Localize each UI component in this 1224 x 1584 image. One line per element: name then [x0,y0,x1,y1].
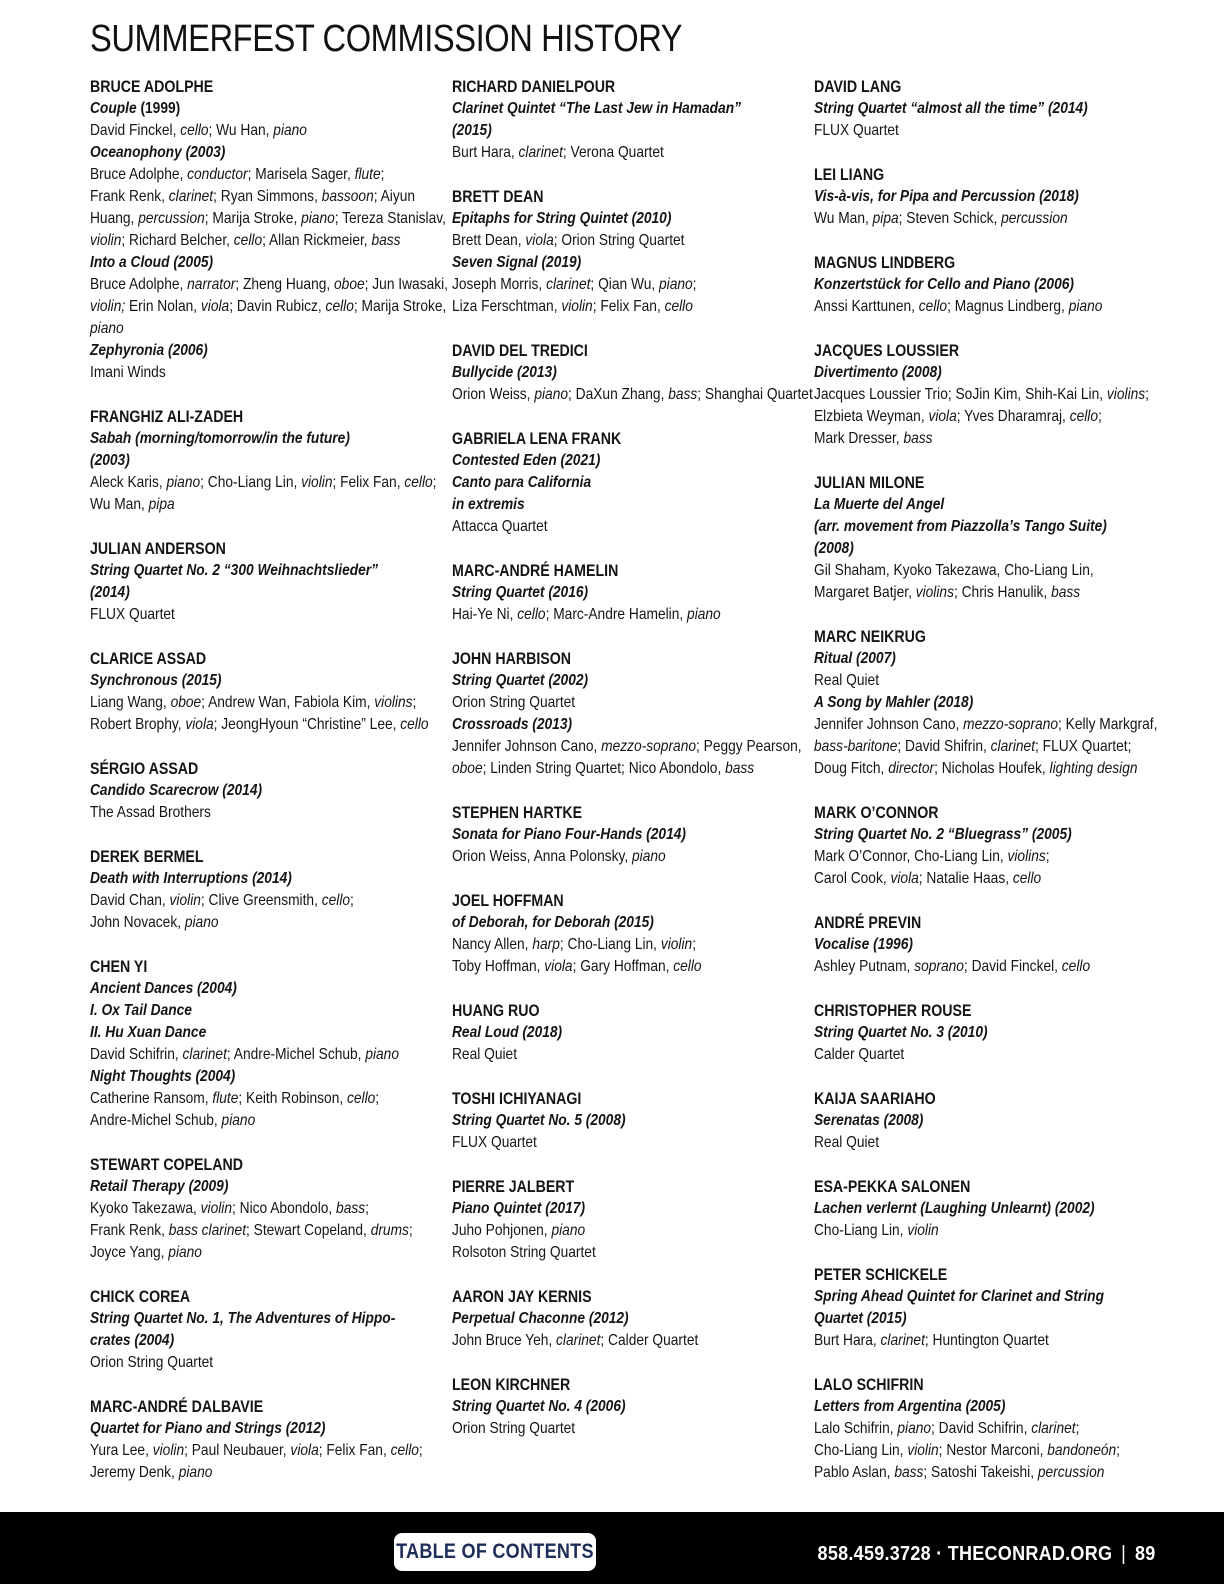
work-title: Candido Scarecrow (2014) [90,782,263,799]
work-title: Crossroads (2013) [452,716,573,733]
commission-entry [452,1176,796,1264]
performers: Joyce Yang, piano [90,1244,202,1261]
work-title: Sabah (morning/tomorrow/in the future) [90,430,350,447]
work-title: String Quartet No. 2 “Bluegrass” (2005) [814,826,1072,843]
composer-name: JULIAN MILONE [814,474,925,492]
performers: Margaret Batjer, violins; Chris Hanulik, bass [814,584,1081,601]
performers: Frank Renk, bass clarinet; Stewart Copeland, drums; [90,1222,413,1239]
performers: Bruce Adolphe, conductor; Marisela Sager, flute; [90,166,385,183]
work-title: in extremis [452,496,525,513]
work-title: Quartet for Piano and Strings (2012) [90,1420,326,1437]
performers: FLUX Quartet [814,122,899,139]
commission-entry [452,186,796,318]
footer-divider: | [1121,1543,1127,1565]
performers: Attacca Quartet [452,518,548,535]
commission-entry [814,1264,1158,1352]
composer-name: LEI LIANG [814,166,885,184]
commission-entry [90,76,449,384]
performers: Anssi Karttunen, cello; Magnus Lindberg, piano [814,298,1103,315]
commission-entry [452,648,802,780]
performers: David Chan, violin; Clive Greensmith, cello; [90,892,354,909]
work-title: String Quartet No. 3 (2010) [814,1024,988,1041]
performers: violin; Richard Belcher, cello; Allan Rickmeier, bass [90,232,401,249]
commission-entry [90,1286,434,1374]
performers: Calder Quartet [814,1046,905,1063]
commission-entry [90,406,437,516]
composer-name: MARC NEIKRUG [814,628,926,646]
performers: Jennifer Johnson Cano, mezzo-soprano; Peggy Pearson, [452,738,802,755]
performers: FLUX Quartet [90,606,175,623]
composer-name: TOSHI ICHIYANAGI [452,1090,582,1108]
work-title: I. Ox Tail Dance [90,1002,192,1019]
performers: The Assad Brothers [90,804,211,821]
footer-bar [0,1512,1224,1584]
performers: Bruce Adolphe, narrator; Zheng Huang, oboe; Jun Iwasaki, [90,276,449,293]
work-title: Into a Cloud (2005) [90,254,214,271]
performers: bass-baritone; David Shifrin, clarinet; FLUX Quartet; [814,738,1132,755]
composer-name: HUANG RUO [452,1002,540,1020]
performers: Joseph Morris, clarinet; Qian Wu, piano; [452,276,697,293]
composer-name: DEREK BERMEL [90,848,204,866]
work-title: Epitaphs for String Quintet (2010) [452,210,672,227]
column-3 [814,76,1159,1506]
composer-name: JACQUES LOUSSIER [814,342,960,360]
commission-entry [814,252,1158,318]
composer-name: RICHARD DANIELPOUR [452,78,616,96]
work-title: Contested Eden (2021) [452,452,601,469]
composer-name: JOHN HARBISON [452,650,572,668]
commission-entry [452,76,796,164]
composer-name: CHEN YI [90,958,148,976]
commission-entry [814,912,1158,978]
composer-name: DAVID LANG [814,78,902,96]
performers: Toby Hoffman, viola; Gary Hoffman, cello [452,958,702,975]
composer-name: CHICK COREA [90,1288,191,1306]
performers: Elzbieta Weyman, viola; Yves Dharamraj, cello; [814,408,1102,425]
work-title: Ritual (2007) [814,650,896,667]
footer-contact [818,1542,1156,1566]
work-title: String Quartet No. 2 “300 Weihnachtslieder” [90,562,379,579]
commission-entry [452,1286,796,1352]
work-title: Couple (1999) [90,100,181,117]
performers: violin; Erin Nolan, viola; Davin Rubicz, cello; Marija Stroke, [90,298,447,315]
commission-entry [452,1000,796,1066]
commission-entry [814,1088,1158,1154]
performers: Hai-Ye Ni, cello; Marc-Andre Hamelin, piano [452,606,721,623]
performers: Ashley Putnam, soprano; David Finckel, cello [814,958,1091,975]
performers: FLUX Quartet [452,1134,537,1151]
separator-dot: · [936,1543,943,1565]
commission-entry [452,890,796,978]
commission-entry [452,802,796,868]
performers: Real Quiet [452,1046,518,1063]
work-title: Canto para California [452,474,592,491]
performers: Real Quiet [814,672,880,689]
commission-entry [452,560,796,626]
work-title: (2014) [90,584,130,601]
performers: oboe; Linden String Quartet; Nico Abondolo, bass [452,760,755,777]
work-title: Piano Quintet (2017) [452,1200,586,1217]
composer-name: LEON KIRCHNER [452,1376,571,1394]
performers: Jacques Loussier Trio; SoJin Kim, Shih-Kai Lin, violins; [814,386,1149,403]
work-title: String Quartet No. 4 (2006) [452,1398,626,1415]
phone-number: 858.459.3728 [818,1543,932,1565]
composer-name: PIERRE JALBERT [452,1178,575,1196]
commission-entry [452,428,796,538]
commission-entry [90,538,434,626]
toc-label: TABLE OF CONTENTS [396,1540,594,1563]
commission-entry [452,1088,796,1154]
composer-name: SÉRGIO ASSAD [90,760,199,778]
work-title: Letters from Argentina (2005) [814,1398,1006,1415]
performers: Orion String Quartet [452,1420,576,1437]
work-title: (2008) [814,540,854,557]
work-title: (2015) [452,122,492,139]
work-title: Seven Signal (2019) [452,254,582,271]
performers: Carol Cook, viola; Natalie Haas, cello [814,870,1042,887]
composer-name: PETER SCHICKELE [814,1266,948,1284]
work-title: Perpetual Chaconne (2012) [452,1310,629,1327]
work-title: Death with Interruptions (2014) [90,870,292,887]
composer-name: JOEL HOFFMAN [452,892,564,910]
commission-entry [814,76,1158,142]
work-title: (2003) [90,452,130,469]
performers: Burt Hara, clarinet; Verona Quartet [452,144,664,161]
performers: Aleck Karis, piano; Cho-Liang Lin, violin; Felix Fan, cello; [90,474,437,491]
performers: David Finckel, cello; Wu Han, piano [90,122,307,139]
composer-name: LALO SCHIFRIN [814,1376,924,1394]
performers: Catherine Ransom, flute; Keith Robinson, cello; [90,1090,380,1107]
commission-entry [814,164,1158,230]
column-2 [452,76,813,1462]
performers: Wu Man, pipa [90,496,175,513]
composer-name: KAIJA SAARIAHO [814,1090,936,1108]
work-title: String Quartet “almost all the time” (2014) [814,100,1088,117]
composer-name: MAGNUS LINDBERG [814,254,956,272]
commission-entry [90,956,434,1132]
work-title: Bullycide (2013) [452,364,557,381]
performers: Andre-Michel Schub, piano [90,1112,256,1129]
performers: Brett Dean, viola; Orion String Quartet [452,232,685,249]
composer-name: MARK O’CONNOR [814,804,939,822]
composer-name: FRANGHIZ ALI-ZADEH [90,408,244,426]
work-title: Serenatas (2008) [814,1112,924,1129]
commission-entry [814,802,1158,890]
composer-name: CLARICE ASSAD [90,650,207,668]
performers: Wu Man, pipa; Steven Schick, percussion [814,210,1068,227]
website-link[interactable]: THECONRAD.ORG [948,1543,1113,1565]
work-title: crates (2004) [90,1332,175,1349]
composer-name: STEPHEN HARTKE [452,804,583,822]
performers: Pablo Aslan, bass; Satoshi Takeishi, percussion [814,1464,1105,1481]
work-title: II. Hu Xuan Dance [90,1024,207,1041]
composer-name: GABRIELA LENA FRANK [452,430,622,448]
composer-name: BRUCE ADOLPHE [90,78,214,96]
commission-entry [814,472,1158,604]
performers: Orion String Quartet [452,694,576,711]
work-title: Clarinet Quintet “The Last Jew in Hamadan” [452,100,742,117]
performers: David Schifrin, clarinet; Andre-Michel Schub, piano [90,1046,399,1063]
performers: Jeremy Denk, piano [90,1464,213,1481]
performers: Orion Weiss, Anna Polonsky, piano [452,848,666,865]
performers: Frank Renk, clarinet; Ryan Simmons, bassoon; Aiyun [90,188,416,205]
performers: Orion Weiss, piano; DaXun Zhang, bass; Shanghai Quartet [452,386,813,403]
performers: Jennifer Johnson Cano, mezzo-soprano; Kelly Markgraf, [814,716,1158,733]
work-title: Real Loud (2018) [452,1024,563,1041]
performers: Kyoko Takezawa, violin; Nico Abondolo, bass; [90,1200,369,1217]
performers: Real Quiet [814,1134,880,1151]
work-title: Vocalise (1996) [814,936,913,953]
commission-entry [90,758,434,824]
performers: Mark Dresser, bass [814,430,933,447]
performers: Imani Winds [90,364,166,381]
work-title: La Muerte del Angel [814,496,945,513]
composer-name: MARC-ANDRÉ HAMELIN [452,562,619,580]
commission-entry [814,1000,1158,1066]
performers: Nancy Allen, harp; Cho-Liang Lin, violin; [452,936,697,953]
work-title: Lachen verlernt (Laughing Unlearnt) (2002) [814,1200,1095,1217]
performers: Cho-Liang Lin, violin [814,1222,939,1239]
performers: Orion String Quartet [90,1354,214,1371]
work-title: Night Thoughts (2004) [90,1068,236,1085]
commission-entry [90,1396,434,1484]
work-title: Retail Therapy (2009) [90,1178,229,1195]
work-title: Zephyronia (2006) [90,342,208,359]
composer-name: AARON JAY KERNIS [452,1288,592,1306]
commission-entry [90,648,434,736]
performers: Burt Hara, clarinet; Huntington Quartet [814,1332,1049,1349]
work-title: Synchronous (2015) [90,672,222,689]
performers: Juho Pohjonen, piano [452,1222,586,1239]
performers: Liang Wang, oboe; Andrew Wan, Fabiola Kim, violins; [90,694,417,711]
performers: John Novacek, piano [90,914,219,931]
work-title: Ancient Dances (2004) [90,980,237,997]
composer-name: ESA-PEKKA SALONEN [814,1178,971,1196]
work-title: Oceanophony (2003) [90,144,226,161]
commission-entry [814,1176,1158,1242]
commission-entry [90,1154,434,1264]
performers: Lalo Schifrin, piano; David Schifrin, clarinet; [814,1420,1080,1437]
work-title: String Quartet No. 5 (2008) [452,1112,626,1129]
performers: Rolsoton String Quartet [452,1244,596,1261]
work-title: Spring Ahead Quintet for Clarinet and String [814,1288,1104,1305]
performers: Cho-Liang Lin, violin; Nestor Marconi, bandoneón; [814,1442,1120,1459]
commission-entry [814,340,1158,450]
commission-entry [452,1374,796,1440]
work-title: Sonata for Piano Four-Hands (2014) [452,826,686,843]
commission-entry [452,340,813,406]
work-title: (arr. movement from Piazzolla’s Tango Suite) [814,518,1107,535]
performers: Liza Ferschtman, violin; Felix Fan, cello [452,298,693,315]
performers: Robert Brophy, viola; JeongHyoun “Christine” Lee, cello [90,716,429,733]
composer-name: ANDRÉ PREVIN [814,914,922,932]
performers: piano [90,320,124,337]
composer-name: BRETT DEAN [452,188,544,206]
page-number: 89 [1135,1543,1156,1565]
work-title: of Deborah, for Deborah (2015) [452,914,654,931]
work-title: String Quartet No. 1, The Adventures of Hippo- [90,1310,396,1327]
column-1 [90,76,449,1506]
commission-entry [90,846,434,934]
page-title: SUMMERFEST COMMISSION HISTORY [90,18,683,60]
commission-entry [814,626,1158,780]
composer-name: STEWART COPELAND [90,1156,243,1174]
performers: John Bruce Yeh, clarinet; Calder Quartet [452,1332,699,1349]
work-title: Konzertstück for Cello and Piano (2006) [814,276,1074,293]
work-title: A Song by Mahler (2018) [814,694,974,711]
work-title: String Quartet (2016) [452,584,589,601]
table-of-contents-button[interactable] [394,1533,596,1571]
work-title: Divertimento (2008) [814,364,942,381]
performers: Yura Lee, violin; Paul Neubauer, viola; Felix Fan, cello; [90,1442,423,1459]
work-title: String Quartet (2002) [452,672,589,689]
performers: Mark O’Connor, Cho-Liang Lin, violins; [814,848,1050,865]
performers: Doug Fitch, director; Nicholas Houfek, lighting design [814,760,1138,777]
performers: Gil Shaham, Kyoko Takezawa, Cho-Liang Lin, [814,562,1094,579]
composer-name: DAVID DEL TREDICI [452,342,588,360]
commission-entry [814,1374,1158,1484]
composer-name: JULIAN ANDERSON [90,540,226,558]
composer-name: MARC-ANDRÉ DALBAVIE [90,1398,264,1416]
work-title: Quartet (2015) [814,1310,907,1327]
performers: Huang, percussion; Marija Stroke, piano; Tereza Stanislav, [90,210,446,227]
composer-name: CHRISTOPHER ROUSE [814,1002,972,1020]
work-title: Vis-à-vis, for Pipa and Percussion (2018) [814,188,1079,205]
